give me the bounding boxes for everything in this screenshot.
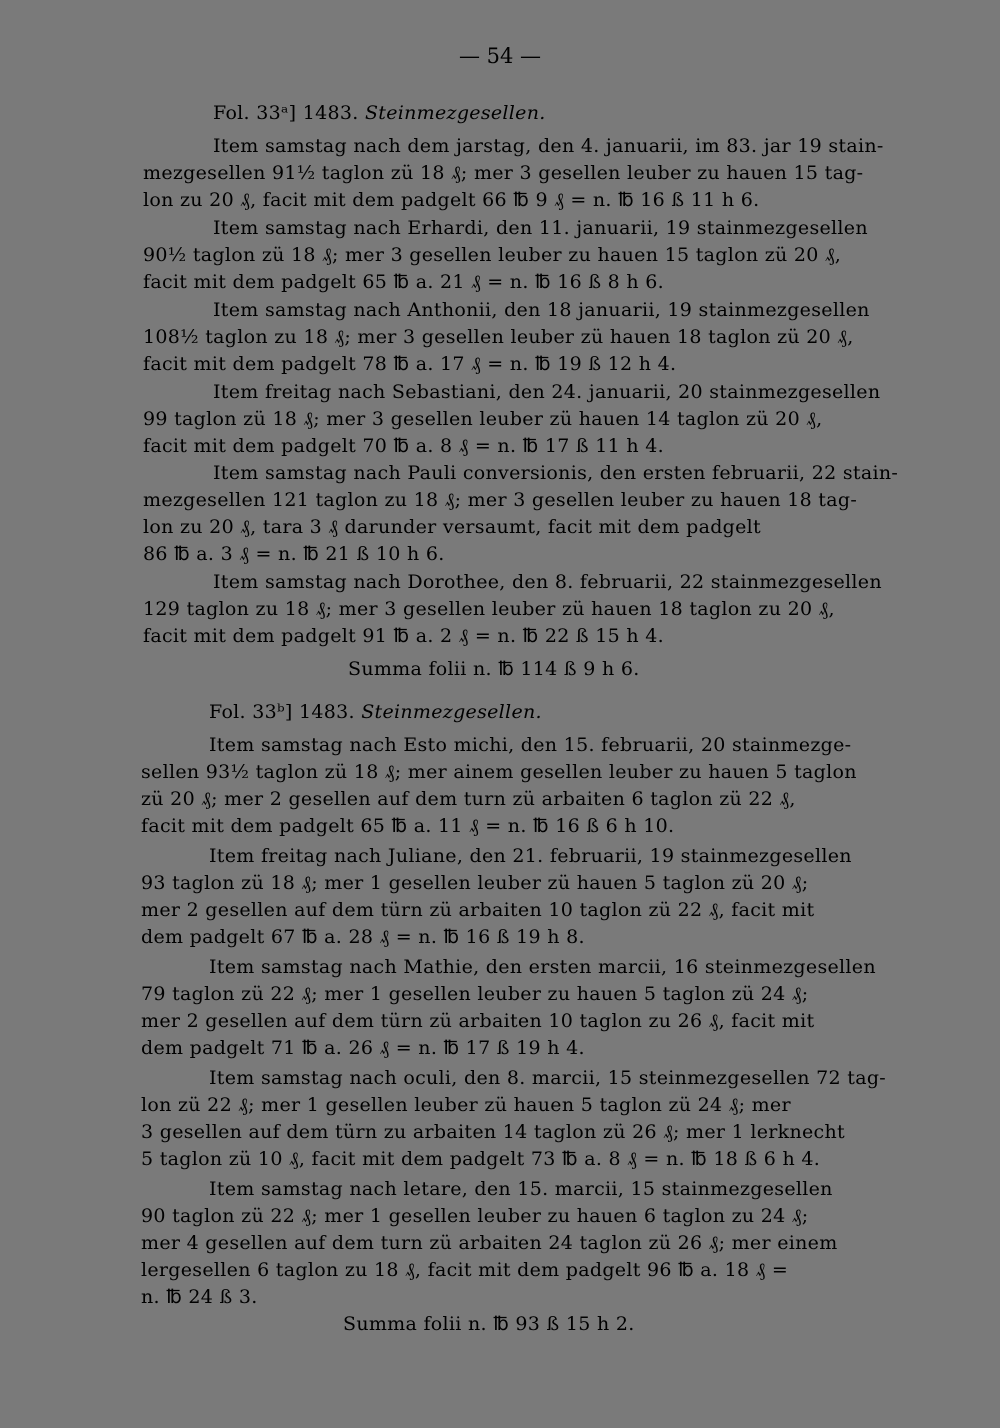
text-line: Item freitag nach Juliane, den 21. februarii, 19 stainmezgesellen	[209, 845, 852, 867]
folio-summa: Summa folii n. ℔ 93 ß 15 h 2.	[343, 1313, 635, 1335]
text-line: Item samstag nach Dorothee, den 8. februarii, 22 stainmezgesellen	[213, 571, 882, 593]
text-line: dem padgelt 71 ℔ a. 26 ₰ = n. ℔ 17 ß 19 h 4.	[141, 1037, 585, 1059]
text-line: Item samstag nach dem jarstag, den 4. januarii, im 83. jar 19 stain-	[213, 135, 884, 157]
text-line: 79 taglon zü 22 ₰; mer 1 gesellen leuber zu hauen 5 taglon zü 24 ₰;	[141, 983, 809, 1005]
text-line: 86 ℔ a. 3 ₰ = n. ℔ 21 ß 10 h 6.	[143, 543, 445, 565]
text-line: 5 taglon zü 10 ₰, facit mit dem padgelt 73 ℔ a. 8 ₰ = n. ℔ 18 ß 6 h 4.	[141, 1148, 821, 1170]
text-line: lergesellen 6 taglon zu 18 ₰, facit mit dem padgelt 96 ℔ a. 18 ₰ =	[141, 1259, 789, 1281]
text-line: 129 taglon zu 18 ₰; mer 3 gesellen leuber zü hauen 18 taglon zu 20 ₰,	[143, 598, 835, 620]
text-line: Item samstag nach oculi, den 8. marcii, 15 steinmezgesellen 72 tag-	[209, 1067, 887, 1089]
folio-title: Steinmezgesellen.	[364, 102, 546, 124]
text-line: 90½ taglon zü 18 ₰; mer 3 gesellen leuber zu hauen 15 taglon zü 20 ₰,	[143, 244, 842, 266]
text-line: 90 taglon zü 22 ₰; mer 1 gesellen leuber zu hauen 6 taglon zu 24 ₰;	[141, 1205, 809, 1227]
folio-label: Fol. 33ᵇ] 1483.	[209, 701, 355, 723]
page-number: — 54 —	[458, 44, 542, 68]
text-line: lon zü 22 ₰; mer 1 gesellen leuber zü hauen 5 taglon zü 24 ₰; mer	[141, 1094, 791, 1116]
text-line: Item samstag nach Anthonii, den 18 januarii, 19 stainmezgesellen	[213, 299, 870, 321]
text-line: Item samstag nach Pauli conversionis, den ersten februarii, 22 stain-	[213, 462, 899, 484]
folio-heading-33a	[213, 101, 546, 125]
text-line: mezgesellen 121 taglon zu 18 ₰; mer 3 gesellen leuber zu hauen 18 tag-	[143, 489, 858, 511]
text-line: facit mit dem padgelt 78 ℔ a. 17 ₰ = n. ℔ 19 ß 12 h 4.	[143, 353, 677, 375]
text-line: mezgesellen 91½ taglon zü 18 ₰; mer 3 gesellen leuber zu hauen 15 tag-	[143, 162, 864, 184]
text-line: 99 taglon zü 18 ₰; mer 3 gesellen leuber zü hauen 14 taglon zü 20 ₰,	[143, 408, 823, 430]
text-line: 93 taglon zü 18 ₰; mer 1 gesellen leuber zü hauen 5 taglon zü 20 ₰;	[141, 872, 809, 894]
text-line: sellen 93½ taglon zü 18 ₰; mer ainem gesellen leuber zu hauen 5 taglon	[141, 761, 857, 783]
text-line: Item samstag nach Mathie, den ersten marcii, 16 steinmezgesellen	[209, 956, 876, 978]
text-line: Item freitag nach Sebastiani, den 24. januarii, 20 stainmezgesellen	[213, 381, 881, 403]
text-line: 108½ taglon zu 18 ₰; mer 3 gesellen leuber zü hauen 18 taglon zü 20 ₰,	[143, 326, 854, 348]
text-line: facit mit dem padgelt 65 ℔ a. 11 ₰ = n. ℔ 16 ß 6 h 10.	[141, 815, 675, 837]
text-line: n. ℔ 24 ß 3.	[141, 1286, 258, 1308]
folio-summa: Summa folii n. ℔ 114 ß 9 h 6.	[348, 658, 640, 680]
text-line: lon zu 20 ₰, facit mit dem padgelt 66 ℔ 9 ₰ = n. ℔ 16 ß 11 h 6.	[143, 189, 760, 211]
text-line: 3 gesellen auf dem türn zu arbaiten 14 taglon zü 26 ₰; mer 1 lerknecht	[141, 1121, 845, 1143]
text-line: mer 2 gesellen auf dem türn zü arbaiten 10 taglon zu 26 ₰, facit mit	[141, 1010, 815, 1032]
text-line: Item samstag nach letare, den 15. marcii, 15 stainmezgesellen	[209, 1178, 833, 1200]
text-line: Item samstag nach Erhardi, den 11. januarii, 19 stainmezgesellen	[213, 217, 868, 239]
text-line: Item samstag nach Esto michi, den 15. februarii, 20 stainmezge-	[209, 734, 852, 756]
folio-title: Steinmezgesellen.	[361, 701, 542, 723]
text-line: facit mit dem padgelt 65 ℔ a. 21 ₰ = n. ℔ 16 ß 8 h 6.	[143, 271, 664, 293]
folio-heading-33b	[209, 700, 542, 724]
text-line: zü 20 ₰; mer 2 gesellen auf dem turn zü arbaiten 6 taglon zü 22 ₰,	[141, 788, 796, 810]
text-line: mer 2 gesellen auf dem türn zü arbaiten 10 taglon zü 22 ₰, facit mit	[141, 899, 815, 921]
text-line: facit mit dem padgelt 91 ℔ a. 2 ₰ = n. ℔ 22 ß 15 h 4.	[143, 625, 664, 647]
text-line: lon zu 20 ₰, tara 3 ₰ darunder versaumt, facit mit dem padgelt	[143, 516, 761, 538]
text-line: dem padgelt 67 ℔ a. 28 ₰ = n. ℔ 16 ß 19 h 8.	[141, 926, 585, 948]
text-line: facit mit dem padgelt 70 ℔ a. 8 ₰ = n. ℔ 17 ß 11 h 4.	[143, 435, 664, 457]
text-line: mer 4 gesellen auf dem turn zü arbaiten 24 taglon zü 26 ₰; mer einem	[141, 1232, 838, 1254]
folio-label: Fol. 33ᵃ] 1483.	[213, 102, 359, 124]
